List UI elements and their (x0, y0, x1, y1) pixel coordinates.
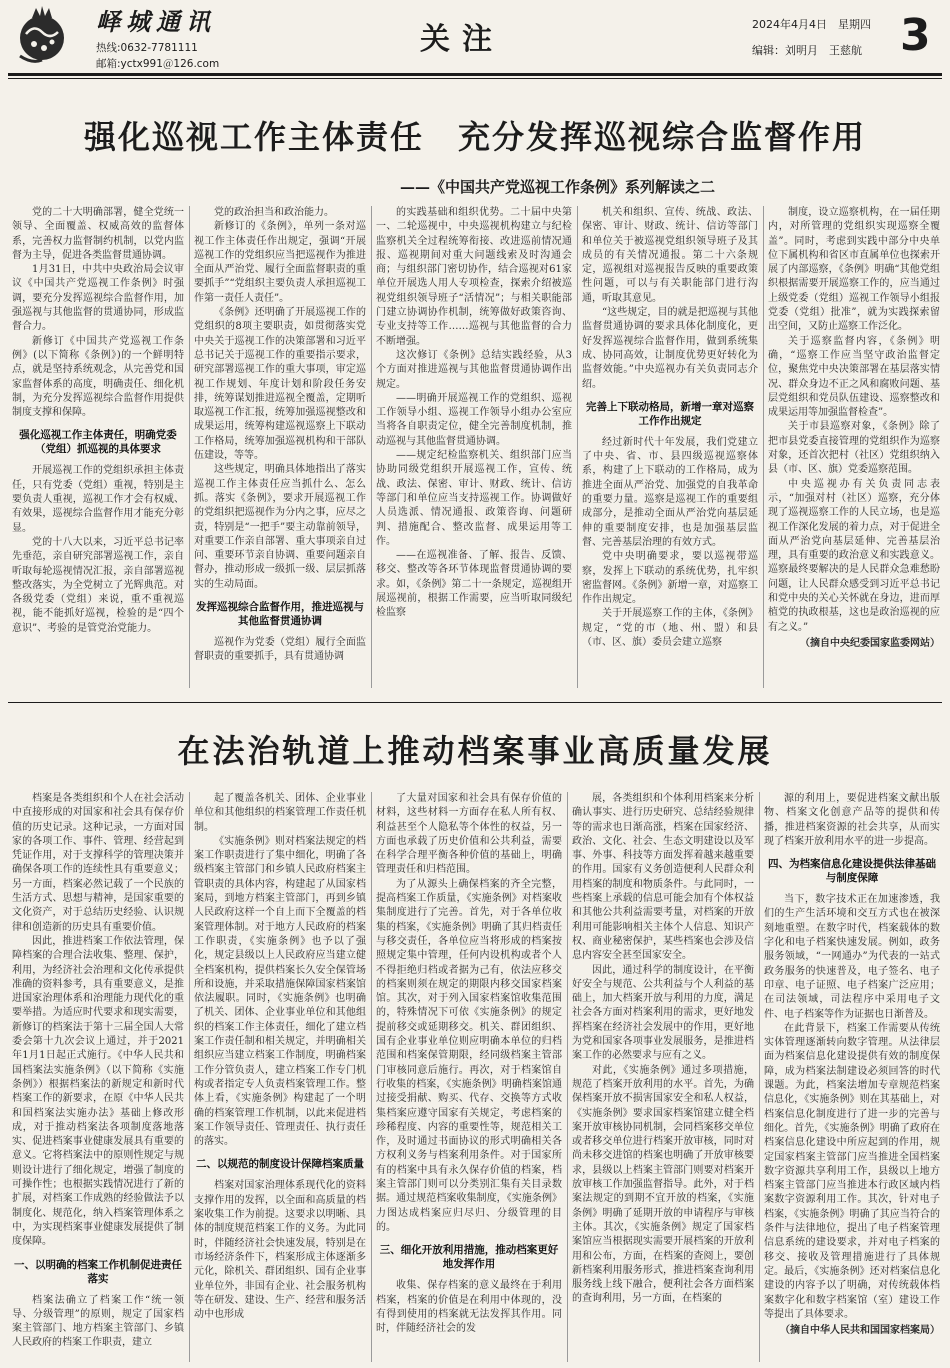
article2-column-1 (12, 792, 184, 1362)
section-name: 关注 (420, 22, 504, 57)
paragraph: 对此，《实施条例》通过多项措施，规范了档案开放利用的水平。首先，为确保档案开放不损害国家安全和私人权益，《实施条例》要求国家档案馆建立健全档案开放审核协同机制，会同档案移交单位或者移交单位进行档案开放审核，同时对尚未移交进馆的档案也明确了开放审核要求，县级以上档案主管部门则要对档案开放审核工作加强监督指导。此外，对于档案法规定的到期不宜开放的档案，《实施条例》明确了延期开放的申请程序与审核主体。其次，《实施条例》规定了国家档案馆应当根据现实需要开展档案的开放利用和公布，方面，在档案的查阅上，要创新档案利用服务形式，推进档案查询利用服务线上线下融合，便利社会各方面档案的查询利用，另一方面，在档案的 (572, 1064, 754, 1305)
paragraph: 关于市县巡察对象，《条例》除了把市县党委直接管理的党组织作为巡察对象，还首次把村（社区）党组织纳入县（市、区、旗）党委巡察范围。 (768, 421, 940, 476)
column-divider (371, 206, 372, 688)
paragraph: 当下，数字技术正在加速渗透，我们的生产生活环境和交互方式也在被深刻地重塑。在数字时代，档案载体的数字化和电子档案快速发展。例如，政务服务领域，“一网通办”为代表的一站式政务服务的快速普及，电子签名、电子印章、电子证照、电子档案广泛应用；在司法领域，司法程序中采用电子文件、电子档案等作为证据也日渐普及。 (764, 894, 940, 1020)
paragraph: 档案法确立了档案工作“统一领导、分级管理”的原则，规定了国家档案主管部门、地方档案主管部门、乡镇人民政府的档案工作职责，建立 (12, 1294, 184, 1349)
column-divider (567, 792, 568, 1362)
page-number: 3 (900, 10, 931, 61)
section-heading: 一、以明确的档案工作机制促进责任落实 (14, 1258, 182, 1285)
hotline: 热线:0632-7781111 (96, 42, 198, 54)
paragraph: 党的十八大以来，习近平总书记率先垂范，亲自研究部署巡视工作，亲自听取每轮巡视情况汇报，亲自部署巡视整改落实，为全党树立了光辉典范。对各级党委（党组）来说，重不重视巡视，能不能抓好巡视，检验的是“四个意识”、考验的是管党治党能力。 (12, 536, 184, 634)
paragraph: 因此，通过科学的制度设计，在平衡好安全与规范、公共利益与个人利益的基础上，加大档案开放与利用的力度，满足社会各方面对档案利用的需求，更好地发挥档案在经济社会发展中的作用，更好地为党和国家各项事业发展服务，是推进档案工作的必然要求与应有之义。 (572, 964, 754, 1062)
article1-column-2 (194, 206, 366, 688)
section-heading: 强化巡视工作主体责任，明确党委（党组）抓巡视的具体要求 (19, 429, 177, 456)
section-heading: 二、以规范的制度设计保障档案质量 (196, 1158, 364, 1171)
paragraph: 党中央明确要求，要以巡视带巡察，发挥上下联动的系统优势，扎牢织密监督网。《条例》新增一章，对巡察工作作出规定。 (582, 551, 758, 606)
paragraph: ——明确开展巡视工作的党组织、巡视工作领导小组、巡视工作领导小组办公室应当将各自职责定位，健全完善制度机制，推动巡视与其他监督贯通协调。 (376, 392, 572, 447)
paragraph: 的实践基础和组织优势。二十届中央第一、二轮巡视中，中央巡视机构建立与纪检监察机关全过程统筹衔接、改进巡前情况通报、巡视期间对重大问题线索及时沟通会商；与组织部门密切协作，结合巡视对61家单位开展选人用人专项检查，探索介绍被巡视党组织领导班子“活情况”；与相关职能部门建立协调协作机制，统筹做好政策咨询、专业支持等工作……巡视与其他监督的合力不断增强。 (376, 207, 572, 347)
paragraph: 巡视作为党委（党组）履行全面监督职责的重要抓手，具有贯通协调 (194, 637, 366, 663)
column-divider (577, 206, 578, 688)
paragraph: 机关和组织、宣传、统战、政法、保密、审计、财政、统计、信访等部门和单位关于被巡视党组织领导班子及其成员的有关情况通报。第二十六条规定，巡视组对巡视报告反映的重要政策性问题，可以与有关职能部门进行沟通，听取其意见。 (582, 207, 758, 304)
column-divider (759, 792, 760, 1362)
paragraph: 新修订的《条例》，单列一条对巡视工作主体责任作出规定，强调“开展巡视工作的党组织应当把巡视作为推进全面从严治党、履行全面监督职责的重要抓手”“党组织主要负责人承担巡视工作第一责任人责任”。 (194, 221, 366, 304)
editors: 编辑：刘明月 王慈航 (752, 44, 862, 57)
masthead-rule (8, 73, 942, 76)
column-divider (189, 206, 190, 688)
paragraph: 收集、保存档案的意义最终在于利用档案，档案的价值是在利用中体现的，没有得到使用的档案就无法发挥其作用。同时，伴随经济社会的发 (376, 1280, 562, 1335)
paragraph: 这次修订《条例》总结实践经验，从3个方面对推进巡视与其他监督贯通协调作出规定。 (376, 349, 572, 390)
paragraph: 档案是各类组织和个人在社会活动中直接形成的对国家和社会具有保存价值的历史记录。这种记录，一方面对国家的各项工作、事件、管理、经营起到凭证作用，对于支撑科学的管理决策并确保各项工作的连续性具有重要意义；另一方面，档案必然记载了一个民族的生活方式、思想与精神，是国家重要的文化资产，对于总结历史经验、认识规律和创造新的历史具有重要价值。 (12, 793, 184, 933)
article1-column-1 (12, 206, 184, 688)
pomegranate-logo-icon (12, 4, 72, 66)
article1-headline: 强化巡视工作主体责任 充分发挥巡视综合监督作用 (83, 118, 866, 156)
article2-column-5 (764, 792, 940, 1362)
article1-column-5 (768, 206, 940, 688)
paragraph: 新修订《中国共产党巡视工作条例》(以下简称《条例》)的一个鲜明特点，就是坚持系统观念，从完善党和国家监督体系的高度，明确责任、细化机制，为充分发挥巡视综合监督作用提供制度支撑和保障。 (12, 335, 184, 419)
section-heading: 三、细化开放利用措施，推动档案更好地发挥作用 (379, 1244, 559, 1271)
section-heading: 发挥巡视综合监督作用，推进巡视与其他监督贯通协调 (196, 601, 364, 628)
article1-subtitle: ——《中国共产党巡视工作条例》系列解读之二 (400, 178, 716, 196)
paragraph: 因此，推进档案工作依法管理，保障档案的合理合法收集、整理、保护，利用，为经济社会治理和文化传承提供准确的资料参考，具有重要意义，是推进国家治理体系和治理能力现代化的重要举措。为适应时代要求和现实需要，新修订的档案法于第十三届全国人大常委会第十九次会议上通过，并于2021年1月1日起正式施行。《中华人民共和国档案法实施条例》（以下简称《实施条例》）根据档案法的新规定和新时代档案工作的新要求，在原《中华人民共和国档案法实施办法》基础上修改形成，对于推动档案法各项制度落地落实、促进档案事业健康发展具有重要的意义。它将档案法中的原则性规定与规则设计进行了细化规定，增强了制度的可操作性；也根据实践情况进行了新的扩展，对档案工作成熟的经验做法予以制度化、规范化，纳入档案管理体系之中，为实现档案事业健康发展提供了制度保障。 (12, 935, 184, 1248)
paragraph: ——在巡视准备、了解、报告、反馈、移交、整改等各环节体现监督贯通协调的要求。如，《条例》第二十一条规定，巡视组开展巡视前，根据工作需要，应当听取同级纪检监察 (376, 550, 572, 619)
paragraph: 关于开展巡察工作的主体，《条例》规定，“党的市（地、州、盟）和县（市、区、旗）委员会建立巡察 (582, 608, 758, 649)
paragraph: 制度，设立巡察机构，在一届任期内，对所管理的党组织实现巡察全覆盖”。同时，考虑到实践中部分中央单位下属机构和省区市直属单位也探索开展了内部巡察，《条例》明确“其他党组织根据需要开展巡察工作的，应当通过上级党委（党组）巡视工作领导小组报党委（党组）批准”，就为实践探索留出空间，又防止巡察工作泛化。 (768, 207, 940, 333)
paragraph: 中央巡视办有关负责同志表示，“加强对村（社区）巡察，充分体现了巡视巡察工作的人民立场，也是巡视工作深化发展的着力点，对于促进全面从严治党向基层延伸、完善基层治理，具有重要的政治意义和实践意义。巡察最终要解决的是人民群众急难愁盼问题，让人民群众感受到习近平总书记和党中央的关心关怀就在身边，进而厚植党的执政根基，这也是政治巡视的应有之义。” (768, 478, 940, 633)
email: 邮箱:yctx991＠126.com (96, 58, 220, 70)
paragraph: 党的政治担当和政治能力。 (214, 207, 334, 218)
newspaper-name: 峄城通讯 (96, 7, 216, 36)
paragraph: 展，各类组织和个体利用档案来分析确认事实、进行历史研究、总结经验规律等的需求也日渐高涨，档案在国家经济、政治、文化、社会、生态文明建设以及军事、外事、科技等方面发挥着越来越重要的作用。国家有义务创造便利人民群众利用档案的制度和物质条件。与此同时，一些档案上承载的信息可能会加有个体权益和其他公共利益需要考量，对档案的开放利用可能影响相关主体个人信息、知识产权、商业秘密保护，某些档案也会涉及信息内容安全甚至国家安全。 (572, 793, 754, 962)
paragraph: 关于巡察监督内容，《条例》明确，“巡察工作应当坚守政治监督定位，聚焦党中央决策部署在基层落实情况、群众身边不正之风和腐败问题、基层党组织和党员队伍建设、巡察整改和成果运用等加强监督检查”。 (768, 335, 940, 419)
article2-column-2 (194, 792, 366, 1362)
paragraph: “这些规定，目的就是把巡视与其他监督贯通协调的要求具体化制度化，更好发挥巡视综合监督作用，做到系统集成、协同高效，让制度优势更好转化为监督效能。”中央巡视办有关负责同志介绍。 (582, 307, 758, 390)
paragraph: 起了覆盖各机关、团体、企业事业单位和其他组织的档案管理工作责任机制。 (194, 793, 366, 833)
article1-column-4 (582, 206, 758, 688)
column-divider (189, 792, 190, 1362)
section-heading: 四、为档案信息化建设提供法律基础与制度保障 (768, 858, 936, 885)
column-divider (763, 206, 764, 688)
masthead-rule-thin (8, 78, 942, 79)
paragraph: 源的利用上，要促进档案文献出版物、档案文化创意产品等的提供和传播，推进档案资源的社会共享，从而实现了档案开放利用水平的进一步提高。 (764, 793, 940, 847)
article2-source: （摘自中华人民共和国国家档案局） (780, 1325, 940, 1337)
article2-column-4 (572, 792, 754, 1362)
paragraph: 《实施条例》则对档案法规定的档案工作职责进行了集中细化，明确了各级档案主管部门和乡镇人民政府档案主管职责的具体内容，构建起了从国家档案局，到地方档案主管部门，再到乡镇人民政府这样一个自上而下全覆盖的档案管理体制。对于地方人民政府的档案工作职责，《实施条例》也予以了强化，规定县级以上人民政府应当建立健全档案机构，提供档案长久安全保管场所和设施，并采取措施保障国家档案馆依法履职。同时，《实施条例》也明确了机关、团体、企业事业单位和其他组织的档案工作主体责任，细化了建立档案工作责任制和相关规定，并明确相关组织应当建立档案工作制度，明确档案工作分管负责人，建立档案工作专门机构或者指定专人负责档案管理工作。整体上看，《实施条例》构建起了一个明确的档案管理工作机制，以此来促进档案工作领导责任、管理责任、执行责任的落实。 (194, 835, 366, 1148)
masthead (0, 0, 950, 72)
paragraph: 档案对国家治理体系现代化的资料支撑作用的发挥，以全面和高质量的档案收集工作为前提。这要求以明晰、具体的制度规范档案工作的义务。为此同时，伴随经济社会快速发展，特别是在市场经济条件下，档案形成主体逐渐多元化，除机关、群团组织、国有企业事业单位外，非国有企业、社会服务机构等在研发、建设、生产、经营和服务活动中也形成 (194, 1180, 366, 1321)
article2-headline: 在法治轨道上推动档案事业高质量发展 (177, 732, 773, 770)
paragraph: 在此背景下，档案工作需要从传统实体管理逐渐转向数字管理。从法律层面为档案信息化建设提供有效的制度保障，成为档案法制建设必须回答的时代课题。为此，档案法增加专章规范档案信息化，《实施条例》则在其基础上，对档案信息化制度进行了进一步的完善与细化。首先，《实施条例》明确了政府在档案信息化建设中所应起到的作用，规定国家档案主管部门应当推进全国档案数字资源共享利用工作，县级以上地方档案主管部门应当推进本行政区域内档案数字资源利用工作。其次，针对电子档案，《实施条例》明确了其应当符合的条件与法律地位，提出了电子档案管理信息系统的建设要求，并对电子档案的移交、接收及管理措施进行了具体规定。最后，《实施条例》还对档案信息化建设的内容予以了明确，对传统载体档案数字化和数字档案馆（室）建设工作等提出了具体要求。 (764, 1022, 940, 1320)
paragraph: ——规定纪检监察机关、组织部门应当协助同级党组织开展巡视工作，宣传、统战、政法、保密、审计、财政、统计、信访等部门和单位应当支持巡视工作。协调做好人员选派、情况通报、政策咨询、问题研判、措施配合、整改监督、成果运用等工作。 (376, 450, 572, 547)
paragraph: 了大量对国家和社会具有保存价值的材料，这些材料一方面存在私人所有权、利益甚至个人隐私等个体性的权益，另一方面也承载了历史价值和公共利益，需要在科学合理平衡各种价值的基础上，明确管理责任和归档范围。 (376, 793, 562, 876)
article-divider (8, 702, 942, 703)
paragraph: 为了从源头上确保档案的齐全完整，提高档案工作质量，《实施条例》对档案收集制度进行了完善。首先，对于各单位收集的档案，《实施条例》明确了其归档责任与移交责任，各单位应当将形成的档案按照规定集中管理，任何内设机构或者个人不得拒绝归档或者据为己有，依法应移交的档案则须在规定的期限内移交国家档案馆。其次，对于列入国家档案馆收集范围的，特殊情况下可依《实施条例》的规定提前移交或延期移交。机关、群团组织、国有企业事业单位则应明确本单位的归档范围和档案保管期限，经同级档案主管部门审核同意后施行。再次，对于档案馆自行收集的档案，《实施条例》明确档案馆通过接受捐献、购买、代存、交换等方式收集档案应遵守国家有关规定，考虑档案的珍稀程度、内容的重要性等，规范相关工作，及时通过书面协议的形式明确相关各方权利义务与档案利用条件。对于国家所有的档案中具有永久保存价值的档案，档案主管部门则可以分类别汇集有关目录数据。通过规范档案收集制度，《实施条例》力图达成档案应归尽归、分级管理的目的。 (376, 878, 562, 1233)
paragraph: 《条例》还明确了开展巡视工作的党组织的8项主要职责，如贯彻落实党中央关于巡视工作的决策部署和习近平总书记关于巡视工作的重要指示要求，研究部署巡视工作的重大事项，审定巡视工作规划、年度计划和阶段任务安排，统筹谋划推进巡视全覆盖，定期听取巡视工作汇报，统筹加强巡视整改和成果运用，统筹构建巡视巡察上下联动工作格局，统筹加强巡视机构和干部队伍建设，等等。 (194, 307, 366, 462)
paragraph: 开展巡视工作的党组织承担主体责任，只有党委（党组）重视，特别是主要负责人重视，巡视工作才会有权威、有效果，巡视综合监督作用才能充分彰显。 (12, 465, 184, 534)
paragraph: 这些规定，明确具体地指出了落实巡视工作主体责任应当抓什么、怎么抓。落实《条例》，要求开展巡视工作的党组织把巡视作为分内之事，应尽之责，特别是“一把手”要主动靠前领导，对重要工作亲自部署、重大事项亲自过问、重要环节亲自协调、重要问题亲自督办，推动形成一级抓一级、层层抓落实的生动局面。 (194, 464, 366, 590)
section-heading: 完善上下联动格局，新增一章对巡察工作作出规定 (586, 400, 754, 427)
column-divider (371, 792, 372, 1362)
paragraph: 党的二十大明确部署，健全党统一领导、全面覆盖、权威高效的监督体系，完善权力监督制约机制，以党内监督为主导，促进各类监督贯通协调。 (12, 207, 184, 261)
issue-date: 2024年4月4日 星期四 (752, 18, 871, 31)
paragraph: 1月31日，中共中央政治局会议审议《中国共产党巡视工作条例》时强调，要充分发挥巡视综合监督作用，加强巡视与其他监督的贯通协同，形成监督合力。 (12, 264, 184, 333)
article1-column-3 (376, 206, 572, 688)
article2-column-3 (376, 792, 562, 1362)
paragraph: 经过新时代十年发展，我们党建立了中央、省、市、县四级巡视巡察体系，构建了上下联动的工作格局，成为推进全面从严治党、加强党的自我革命的重要力量。巡察是巡视工作的重要组成部分，是推动全面从严治党向基层延伸的重要制度安排，也是加强基层监督、完善基层治理的有效方式。 (582, 436, 758, 548)
article1-source: （摘自中央纪委国家监委网站） (800, 637, 940, 649)
